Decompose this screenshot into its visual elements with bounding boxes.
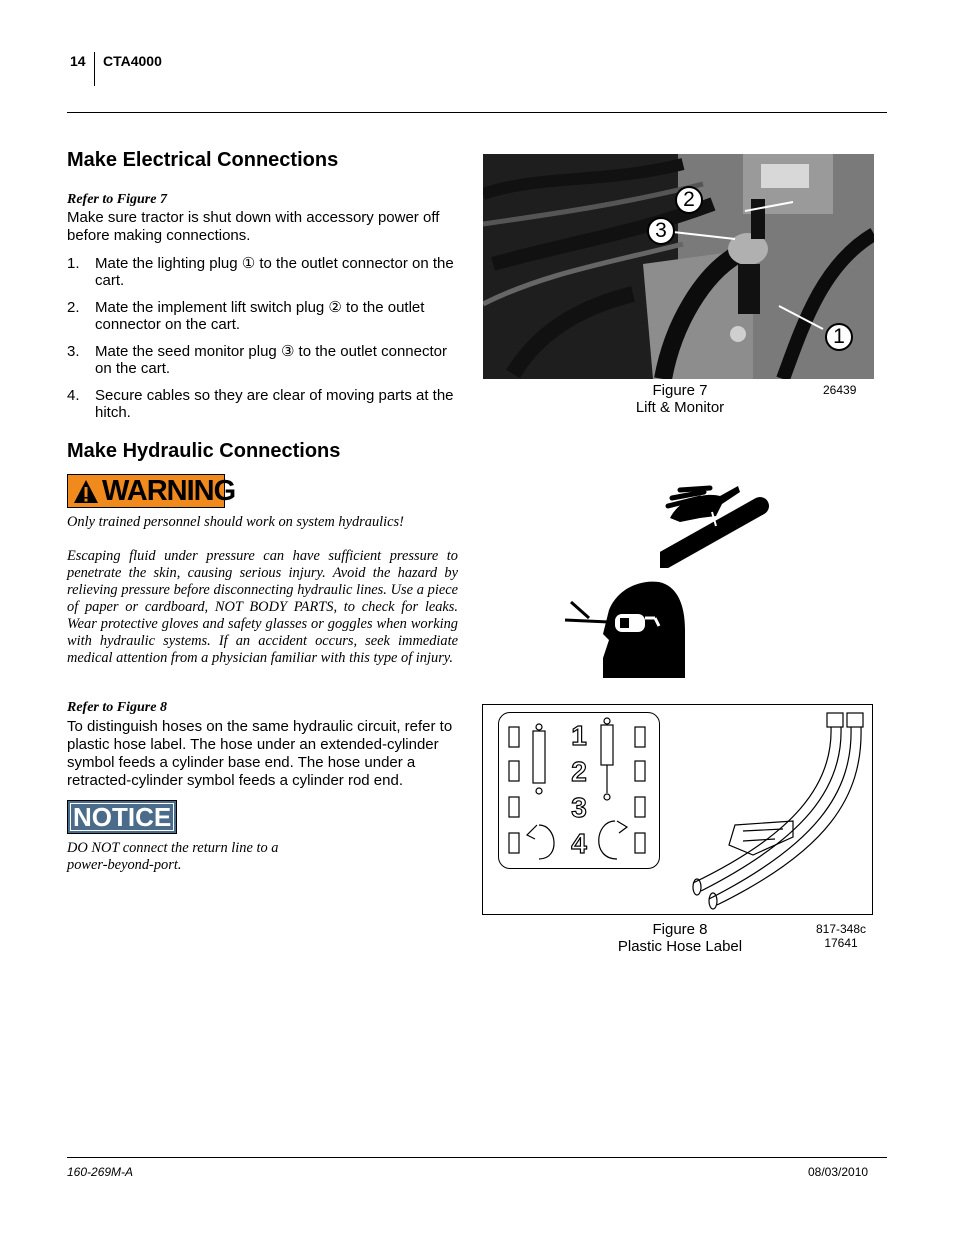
hose-label-number-3: 3: [571, 792, 587, 823]
notice-label-text: NOTICE: [73, 802, 172, 832]
header-divider: [94, 52, 95, 86]
electrical-refer: Refer to Figure 7: [67, 192, 167, 207]
footer-rule: [67, 1157, 887, 1158]
hose-label-drawing: [498, 712, 660, 869]
figure7-number: 26439: [823, 383, 857, 397]
warning-triangle-icon: [73, 479, 99, 504]
header-rule: [67, 112, 887, 113]
hose-pair-drawing: [643, 705, 873, 915]
model-name: CTA4000: [103, 53, 162, 69]
list-item: 2. Mate the implement lift switch plug ② to the outlet connector on the cart.: [67, 299, 425, 333]
callout-3: 3: [647, 217, 675, 245]
footer-date: 08/03/2010: [808, 1165, 869, 1179]
list-item: 4. Secure cables so they are clear of moving parts at the hitch.: [67, 387, 454, 421]
figure8-caption: Figure 8 Plastic Hose Label: [617, 921, 743, 955]
electrical-intro: Make sure tractor is shut down with accessory power off before making connections.: [67, 209, 440, 244]
warning-text: [67, 514, 458, 684]
warning-label-text: WARNING: [102, 475, 236, 507]
list-item: 1. Mate the lighting plug ① to the outlet connector on the cart.: [67, 255, 454, 289]
hydraulic-body: To distinguish hoses on the same hydraulic circuit, refer to plastic hose label. The hose under an extended-cylinder symbol feeds a cylinder base end. The hose under a retracted-cylinder symbol feeds a cylinder rod end.: [67, 718, 453, 789]
hydraulic-title: Make Hydraulic Connections: [67, 440, 341, 462]
list-item: 3. Mate the seed monitor plug ③ to the outlet connector on the cart.: [67, 343, 447, 377]
electrical-steps: [67, 255, 459, 431]
notice-label: [67, 800, 177, 834]
eye-protection-icon: [563, 580, 688, 678]
hose-label-number-4: 4: [571, 828, 587, 859]
callout-2: 2: [675, 186, 703, 214]
notice-text: DO NOT connect the return line to a power-beyond-port.: [67, 840, 279, 873]
warning-label: [67, 474, 236, 508]
figure7-caption: Figure 7 Lift & Monitor: [635, 382, 725, 416]
hose-label-number-2: 2: [571, 756, 587, 787]
figure7-photo: [483, 154, 874, 379]
footer-doc-number: 160-269M-A: [67, 1165, 134, 1179]
figure8-number: 817-348c 17641: [815, 922, 867, 950]
hand-injection-hazard-icon: [660, 478, 770, 568]
callout-1: 1: [825, 323, 853, 351]
warning-paragraph-1: Only trained personnel should work on system hydraulics!: [67, 514, 404, 530]
page-number: 14: [70, 53, 86, 69]
electrical-title: Make Electrical Connections: [67, 149, 339, 171]
hydraulic-refer: Refer to Figure 8: [67, 700, 167, 715]
hose-label-number-1: 1: [571, 720, 587, 751]
lift-monitor-photo: [483, 154, 874, 379]
warning-paragraph-2: Escaping fluid under pressure can have sufficient pressure to penetrate the skin, causing serious injury. Avoid the hazard by relieving pressure before disconnecting hydraulic lines. Use a piece of paper or cardboard, NOT BODY PARTS, to check for leaks. Wear protective gloves and safety glasses or goggles when working with hydraulic systems. If an accident occurs, seek immediate medical attention from a physician familiar with this type of injury.: [67, 548, 458, 666]
figure8-frame: [482, 704, 873, 915]
